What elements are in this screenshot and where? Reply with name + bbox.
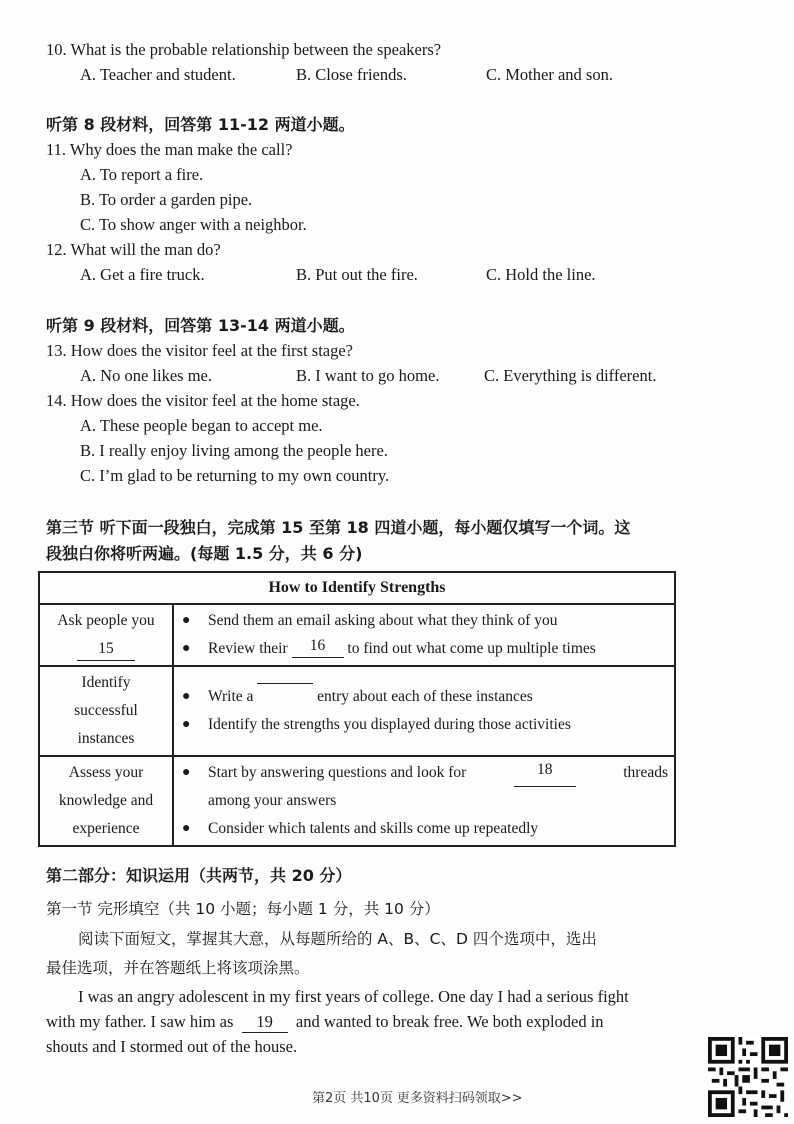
passage-line2 bbox=[46, 1012, 604, 1033]
page-footer bbox=[312, 1087, 523, 1107]
row-item: Consider which talents and skills come up repeatedly bbox=[208, 820, 539, 837]
q11-question: 11. Why does the man make the call? bbox=[46, 140, 293, 159]
row-label-text: Ask people you bbox=[57, 612, 155, 629]
qr-code-icon[interactable] bbox=[708, 1037, 788, 1117]
q14-option-b: B. I really enjoy living among the people here. bbox=[80, 441, 388, 460]
q10-option-a: A. Teacher and student. bbox=[80, 65, 236, 84]
row-content bbox=[173, 604, 675, 666]
row-label-text: experience bbox=[72, 820, 140, 837]
table-row bbox=[39, 756, 675, 846]
q12-option-c: C. Hold the line. bbox=[486, 265, 596, 284]
table-row bbox=[39, 666, 675, 756]
bullet-icon: ● bbox=[182, 765, 191, 780]
q13-option-b: B. I want to go home. bbox=[296, 366, 440, 385]
q12-option-b: B. Put out the fire. bbox=[296, 265, 418, 284]
row-content bbox=[173, 666, 675, 756]
table-row bbox=[39, 604, 675, 666]
bullet-icon: ● bbox=[182, 717, 191, 732]
row-item-before: Start by answering questions and look for bbox=[208, 764, 467, 781]
part3-heading-line1: 第三节 听下面一段独白，完成第 15 至第 18 四道小题，每小题仅填写一个词。这 bbox=[46, 518, 631, 537]
blank-18: 18 bbox=[514, 759, 576, 787]
row-item-cont: among your answers bbox=[208, 792, 337, 809]
blank-19: 19 bbox=[242, 1012, 288, 1033]
row-label-text: Assess your bbox=[68, 764, 144, 781]
row-label bbox=[39, 756, 173, 846]
q11-option-c: C. To show anger with a neighbor. bbox=[80, 215, 307, 234]
blank-17 bbox=[257, 683, 313, 684]
passage-line1: I was an angry adolescent in my first years of college. One day I had a serious fight bbox=[78, 987, 629, 1006]
row-label-text: instances bbox=[77, 730, 135, 747]
row-item: Send them an email asking about what they think of you bbox=[208, 612, 558, 629]
row-label bbox=[39, 604, 173, 666]
row-content bbox=[173, 756, 675, 846]
row-item-after: threads bbox=[623, 764, 668, 781]
passage-line3: shouts and I stormed out of the house. bbox=[46, 1037, 298, 1056]
bullet-icon: ● bbox=[182, 613, 191, 628]
q10-option-c: C. Mother and son. bbox=[486, 65, 613, 84]
passage-text: with my father. I saw him as bbox=[46, 1012, 234, 1031]
q14-option-c: C. I’m glad to be returning to my own country. bbox=[80, 466, 390, 485]
cloze-instructions-line1: 阅读下面短文，掌握其大意，从每题所给的 A、B、C、D 四个选项中，选出 bbox=[78, 930, 597, 948]
cloze-heading: 第一节 完形填空（共 10 小题；每小题 1 分，共 10 分） bbox=[46, 900, 440, 918]
row-label-text: Identify bbox=[81, 674, 131, 691]
row-label-text: knowledge and bbox=[58, 792, 154, 809]
section9-heading: 听第 9 段材料，回答第 13-14 两道小题。 bbox=[46, 316, 355, 335]
q14-question: 14. How does the visitor feel at the home stage. bbox=[46, 391, 360, 410]
q11-option-b: B. To order a garden pipe. bbox=[80, 190, 253, 209]
row-item-after: to find out what come up multiple times bbox=[347, 640, 596, 657]
row-item-after: entry about each of these instances bbox=[317, 688, 533, 705]
strengths-table bbox=[38, 571, 676, 847]
table-title: How to Identify Strengths bbox=[39, 572, 675, 604]
page-number: 第2页 共10页 bbox=[312, 1091, 393, 1106]
passage-text: and wanted to break free. We both exploded in bbox=[295, 1012, 604, 1031]
q13-question: 13. How does the visitor feel at the first stage? bbox=[46, 341, 353, 360]
q11-option-a: A. To report a fire. bbox=[80, 165, 204, 184]
section8-heading: 听第 8 段材料，回答第 11-12 两道小题。 bbox=[46, 115, 355, 134]
q10-question: 10. What is the probable relationship between the speakers? bbox=[46, 40, 442, 59]
row-label bbox=[39, 666, 173, 756]
part2-heading: 第二部分：知识运用（共两节，共 20 分） bbox=[46, 866, 352, 885]
q12-question: 12. What will the man do? bbox=[46, 240, 221, 259]
blank-16: 16 bbox=[292, 635, 344, 658]
bullet-icon: ● bbox=[182, 689, 191, 704]
row-item-before: Write a bbox=[208, 688, 254, 705]
cloze-instructions-line2: 最佳选项，并在答题纸上将该项涂黑。 bbox=[46, 959, 310, 977]
part3-heading-line2: 段独白你将听两遍。(每题 1.5 分，共 6 分) bbox=[46, 544, 363, 563]
bullet-icon: ● bbox=[182, 821, 191, 836]
row-item-before: Review their bbox=[208, 640, 288, 657]
q10-option-b: B. Close friends. bbox=[296, 65, 407, 84]
q13-option-a: A. No one likes me. bbox=[80, 366, 212, 385]
blank-15: 15 bbox=[77, 638, 135, 661]
promo-text: 更多资料扫码领取>> bbox=[396, 1091, 523, 1106]
row-label-text: successful bbox=[74, 702, 138, 719]
q14-option-a: A. These people began to accept me. bbox=[80, 416, 323, 435]
q12-option-a: A. Get a fire truck. bbox=[80, 265, 205, 284]
row-item: Identify the strengths you displayed during those activities bbox=[208, 716, 571, 733]
bullet-icon: ● bbox=[182, 641, 191, 656]
q13-option-c: C. Everything is different. bbox=[484, 366, 657, 385]
